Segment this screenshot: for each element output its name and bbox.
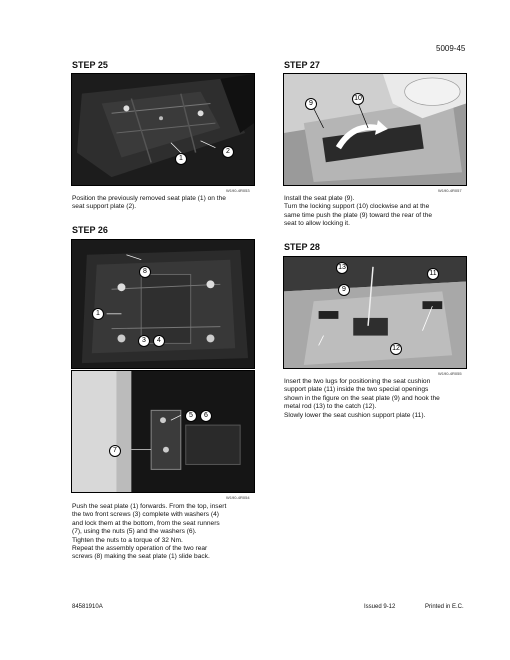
text-line: (7), using the nuts (5) and the washers (6). [72,528,197,536]
callout-9: 9 [338,284,350,296]
step-27-title: STEP 27 [284,60,320,70]
text-line: same time push the plate (9) toward the rear of the [284,211,433,219]
step-27-text [284,195,474,229]
callout-5: 5 [185,410,197,422]
callout-3: 3 [138,335,150,347]
text-line: Push the seat plate (1) forwards. From the top, insert [72,503,227,510]
callout-10: 10 [352,93,364,105]
text-line: the two front screws (3) complete with washers (4) [72,511,219,519]
callout-2: 2 [222,146,234,158]
callout-1: 1 [92,308,104,320]
text-line: support plate (11) inside the two special openings [284,386,429,394]
step-26-photo-top [71,239,255,369]
step-28-title: STEP 28 [284,242,320,252]
callout-13: 13 [336,262,348,274]
step-28-photo [283,256,467,369]
callout-4: 4 [153,335,165,347]
text-line: Position the previously removed seat plate (1) on the [72,195,226,202]
step-28-figure-code: W190-4R055 [438,371,462,376]
text-line: metal rod (13) to the catch (12). [284,403,377,411]
step-26-photo-bottom [71,370,255,493]
step-25-text [72,195,262,212]
text-line: shown in the figure on the seat plate (9) and hook the [284,394,440,402]
callout-11: 11 [427,268,439,280]
callout-1: 1 [175,153,187,165]
callout-12: 12 [390,343,402,355]
step-25-figure-code: W190-4R053 [226,188,250,193]
text-line: Tighten the nuts to a torque of 32 Nm. [72,536,183,544]
footer-printed: Printed in E.C. [425,604,464,610]
text-line: Repeat the assembly operation of the two rear [72,545,208,553]
text-line: Turn the locking support (10) clockwise and at the [284,203,430,211]
step-26-title: STEP 26 [72,225,108,235]
callout-9: 9 [305,98,317,110]
step-28-text [284,378,474,420]
step-25-title: STEP 25 [72,60,108,70]
footer-doc-number: 84581910A [72,604,103,610]
step-27-photo [283,73,467,186]
text-line: and lock them at the bottom, from the seat runners [72,519,220,527]
text-line: Insert the two lugs for positioning the seat cushion [284,378,431,385]
step-27-figure-code: W190-4R057 [438,188,462,193]
callout-6: 6 [200,410,212,422]
text-line: Slowly lower the seat cushion support plate (11). [284,411,426,419]
callout-7: 7 [109,445,121,457]
text-line: seat support plate (2). [72,203,137,211]
text-line: seat to allow locking it. [284,220,350,228]
callout-8: 8 [139,266,151,278]
text-line: screws (8) making the seat plate (1) slide back. [72,553,210,561]
text-line: Install the seat plate (9). [284,195,355,202]
page-number: 5009-45 [436,44,466,53]
footer-issue: Issued 9-12 [364,604,396,610]
step-26-text [72,503,262,562]
step-26-figure-code: W190-4R054 [226,495,250,500]
step-25-photo [71,73,255,186]
